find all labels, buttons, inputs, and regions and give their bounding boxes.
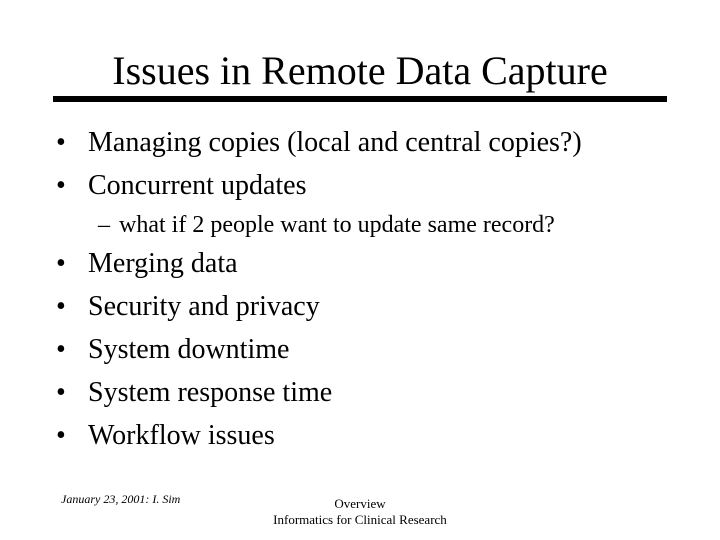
bullet-text: System response time <box>88 377 333 408</box>
bullet-text: System downtime <box>88 334 290 365</box>
sub-bullet-marker: – <box>98 212 110 238</box>
bullet-marker: • <box>56 127 66 158</box>
footer-course-title: Informatics for Clinical Research <box>273 512 447 527</box>
bullet-marker: • <box>56 170 66 201</box>
sub-bullet-text: what if 2 people want to update same record? <box>119 212 555 238</box>
bullet-marker: • <box>56 291 66 322</box>
bullet-marker: • <box>56 248 66 279</box>
footer-course-info <box>210 496 510 528</box>
bullet-text: Concurrent updates <box>88 170 307 201</box>
bullet-text: Workflow issues <box>88 420 275 451</box>
bullet-text: Merging data <box>88 248 238 279</box>
bullet-marker: • <box>56 334 66 365</box>
bullet-text: Managing copies (local and central copies?) <box>88 127 582 158</box>
slide-title: Issues in Remote Data Capture <box>112 48 608 93</box>
bullet-marker: • <box>56 420 66 451</box>
footer-date-author: January 23, 2001: I. Sim <box>61 492 181 506</box>
footer-section-label: Overview <box>334 496 386 511</box>
bullet-marker: • <box>56 377 66 408</box>
bullet-text: Security and privacy <box>88 291 320 322</box>
